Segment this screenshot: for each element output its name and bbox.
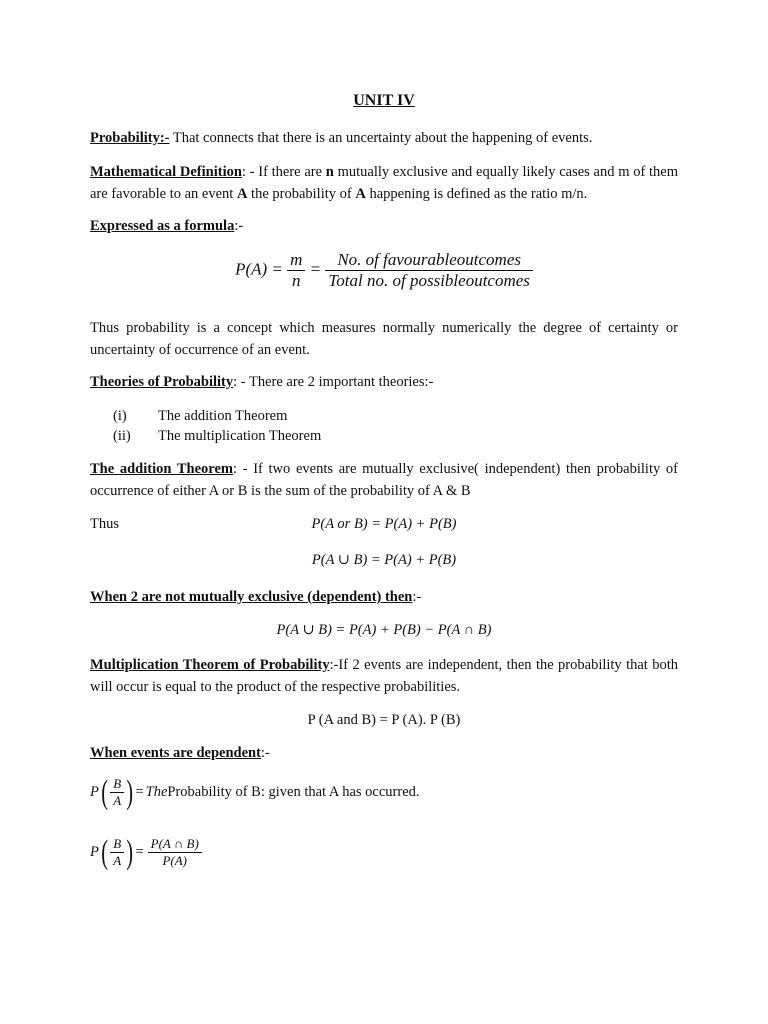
theories-text: : - There are 2 important theories:- — [233, 374, 434, 390]
conditional-definition — [90, 773, 420, 811]
thus-paragraph: Thus probability is a concept which measures normally numerically the degree of certainty or uncertainty of occurrence of an event. — [90, 320, 678, 358]
math-definition-heading: Mathematical Definition — [90, 164, 242, 180]
not-exclusive-equation: P(A ∪ B) = P(A) + P(B) − P(A ∩ B) — [276, 622, 492, 638]
fraction-numerator: P(A ∩ B) — [148, 836, 202, 853]
addition-paragraph — [90, 458, 678, 502]
conditional-the: The — [145, 784, 168, 800]
formula-heading: Expressed as a formula — [90, 218, 235, 234]
right-paren: ) — [126, 773, 134, 811]
math-definition-text: the probability of — [247, 186, 356, 202]
fraction-m-over-n — [287, 250, 305, 291]
addition-equation-union: P(A ∪ B) = P(A) + P(B) — [311, 552, 457, 568]
formula-heading-line — [90, 215, 678, 237]
addition-equation-or: P(A or B) = P(A) + P(B) — [311, 516, 457, 532]
math-definition-text: : - If there are — [241, 164, 326, 180]
list-marker: (i) — [113, 408, 127, 424]
multiplication-text: :-If 2 events are independent, then the probability that both will occur is equal to the product of the respective probabilities. — [90, 657, 679, 695]
left-paren: ( — [101, 773, 108, 811]
left-paren: ( — [101, 833, 108, 871]
page-title: UNIT IV — [353, 92, 415, 109]
multiplication-heading: Multiplication Theorem of Probability — [90, 657, 330, 673]
probability-text: That connects that there is an uncertainty about the happening of events. — [169, 130, 593, 146]
bold-n: n — [325, 164, 334, 180]
theories-list — [113, 406, 321, 446]
formula-equals: = — [309, 259, 322, 279]
dependent-heading: When events are dependent — [90, 745, 261, 761]
right-paren: ) — [126, 833, 134, 871]
dependent-heading-line — [90, 742, 678, 764]
addition-thus-label: Thus — [90, 516, 119, 532]
formula-heading-suffix: :- — [234, 218, 244, 234]
addition-heading: The addition Theorem — [90, 461, 233, 477]
fraction-b-over-a — [110, 776, 124, 809]
list-item-label: The addition Theorem — [158, 408, 288, 424]
fraction-denominator: A — [113, 793, 122, 808]
dependent-suffix: :- — [260, 745, 270, 761]
fraction-b-over-a — [110, 836, 124, 869]
list-item — [113, 426, 321, 446]
formula-lhs: P(A) = — [235, 259, 283, 279]
conditional-p: P — [90, 784, 99, 800]
bold-a: A — [236, 186, 248, 202]
math-definition-text: mutually exclusive and equally likely cases and m of them are favorable to an event — [90, 164, 679, 202]
probability-formula — [0, 250, 768, 291]
theories-heading: Theories of Probability — [90, 374, 234, 390]
conditional-equals: = — [135, 844, 144, 860]
fraction-intersection-over-pa — [148, 836, 202, 869]
list-marker: (ii) — [113, 428, 131, 444]
multiplication-paragraph — [90, 654, 678, 698]
fraction-numerator: B — [110, 776, 124, 793]
fraction-outcomes — [325, 250, 533, 291]
not-exclusive-heading: When 2 are not mutually exclusive (dependent) then — [90, 589, 413, 605]
not-exclusive-heading-line — [90, 586, 678, 608]
fraction-denominator: Total no. of possibleoutcomes — [328, 271, 530, 290]
fraction-numerator: m — [287, 250, 305, 271]
probability-heading: Probability:- — [90, 130, 170, 146]
not-exclusive-suffix: :- — [412, 589, 422, 605]
fraction-denominator: P(A) — [162, 853, 187, 868]
fraction-denominator: n — [292, 271, 301, 290]
theories-paragraph — [90, 371, 678, 393]
conditional-formula — [90, 833, 202, 871]
multiplication-equation: P (A and B) = P (A). P (B) — [307, 712, 461, 728]
fraction-numerator: B — [110, 836, 124, 853]
addition-text: : - If two events are mutually exclusive( independent) then probability of occurrence of either A or B is the sum of the probability of A & B — [90, 461, 678, 499]
bold-a: A — [355, 186, 366, 202]
fraction-numerator: No. of favourableoutcomes — [325, 250, 533, 271]
list-item-label: The multiplication Theorem — [158, 428, 322, 444]
probability-paragraph — [90, 127, 678, 149]
math-definition-text: happening is defined as the ratio m/n. — [365, 186, 588, 202]
math-definition-paragraph — [90, 161, 678, 205]
fraction-denominator: A — [113, 853, 122, 868]
conditional-p: P — [90, 844, 99, 860]
conditional-equals: = — [135, 784, 144, 800]
list-item — [113, 406, 321, 426]
conditional-definition-text: Probability of B: given that A has occurred. — [167, 784, 420, 800]
